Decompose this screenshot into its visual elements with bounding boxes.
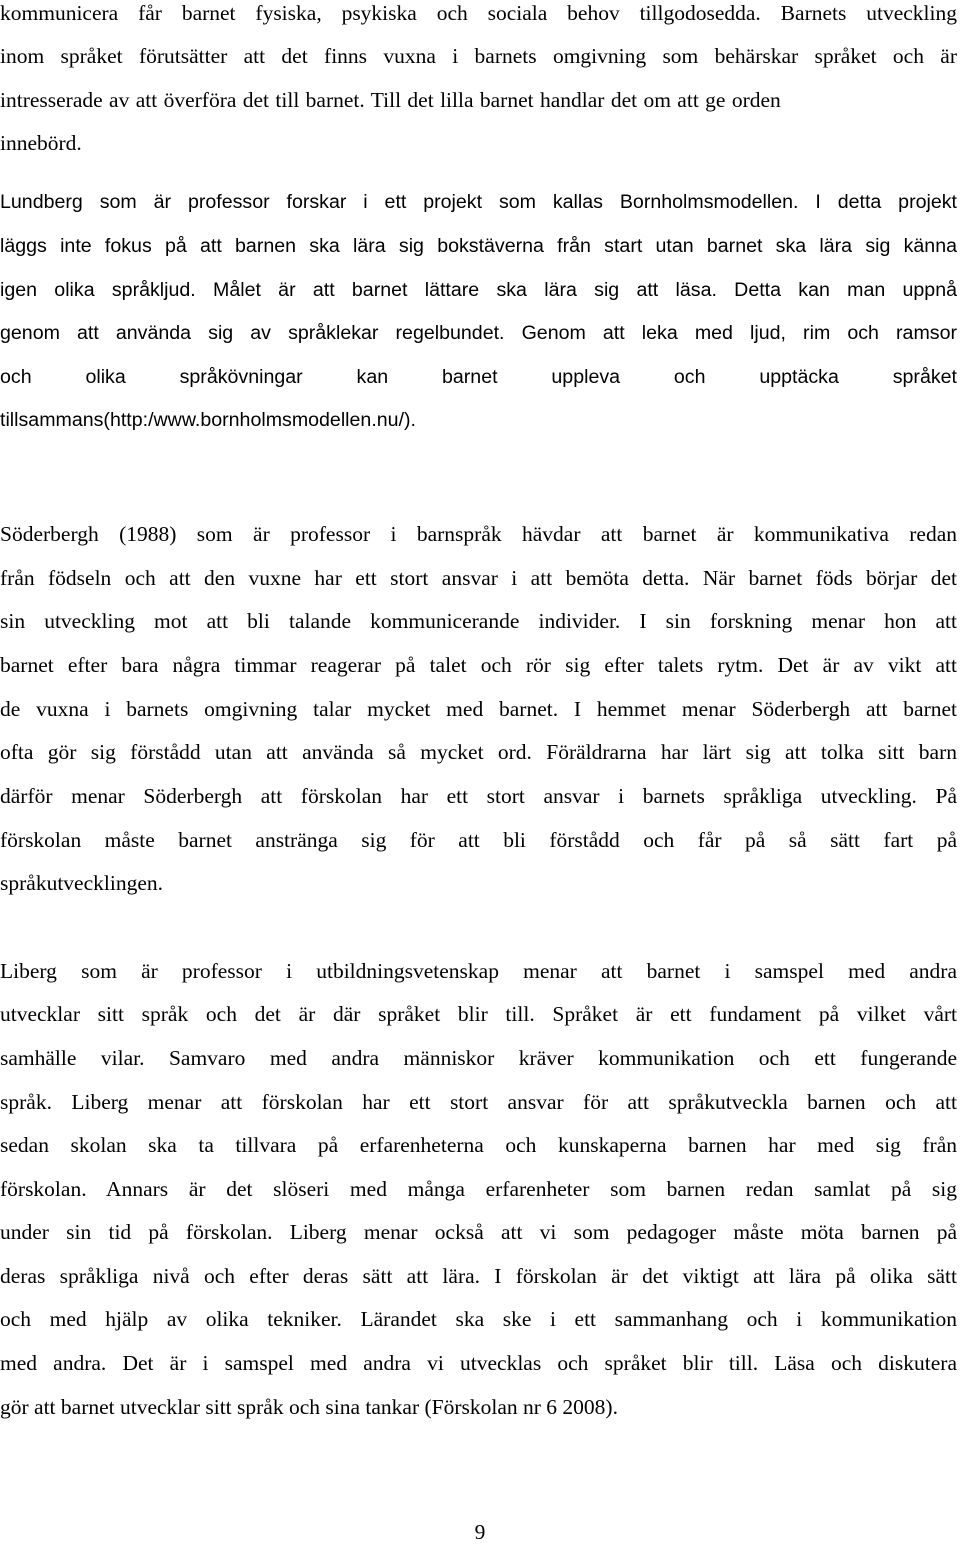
text-line: tillsammans(http:/www.bornholmsmodellen.nu/). — [0, 409, 416, 431]
text-line: från födseln och att den vuxne har ett stort ansvar i att bemöta detta. När barnet föds börjar det — [0, 566, 957, 590]
text-line: språkutvecklingen. — [0, 871, 163, 895]
text-line: inom språket förutsätter att det finns vuxna i barnets omgivning som behärskar språket och är — [0, 44, 957, 68]
text-line: innebörd. — [0, 131, 82, 155]
text-line: under sin tid på förskolan. Liberg menar också att vi som pedagoger måste möta barnen på — [0, 1220, 957, 1244]
text-line: förskolan. Annars är det slöseri med många erfarenheter som barnen redan samlat på sig — [0, 1177, 957, 1201]
text-line: deras språkliga nivå och efter deras sätt att lära. I förskolan är det viktigt att lära på olika sätt — [0, 1264, 957, 1288]
text-line: och olika språkövningar kan barnet uppleva och upptäcka språket — [0, 366, 957, 388]
text-line: igen olika språkljud. Målet är att barnet lättare ska lära sig att läsa. Detta kan man uppnå — [0, 279, 957, 301]
text-line: sedan skolan ska ta tillvara på erfarenheterna och kunskaperna barnen har med sig från — [0, 1133, 957, 1157]
text-line: och med hjälp av olika tekniker. Lärandet ska ske i ett sammanhang och i kommunikation — [0, 1307, 957, 1331]
text-line: språk. Liberg menar att förskolan har ett stort ansvar för att språkutveckla barnen och att — [0, 1090, 957, 1114]
text-line: Liberg som är professor i utbildningsvetenskap menar att barnet i samspel med andra — [0, 959, 957, 983]
text-line: de vuxna i barnets omgivning talar mycket med barnet. I hemmet menar Söderbergh att barnet — [0, 697, 957, 721]
text-line: läggs inte fokus på att barnen ska lära sig bokstäverna från start utan barnet ska lära sig känna — [0, 235, 957, 257]
text-line: barnet efter bara några timmar reagerar på talet och rör sig efter talets rytm. Det är av vikt att — [0, 653, 957, 677]
text-line: samhälle vilar. Samvaro med andra människor kräver kommunikation och ett fungerande — [0, 1046, 957, 1070]
text-line: utvecklar sitt språk och det är där språket blir till. Språket är ett fundament på vilket vårt — [0, 1002, 957, 1026]
text-line: förskolan måste barnet anstränga sig för att bli förstådd och får på så sätt fart på — [0, 828, 957, 852]
text-line: med andra. Det är i samspel med andra vi utvecklas och språket blir till. Läsa och diskutera — [0, 1351, 957, 1375]
text-line: kommunicera får barnet fysiska, psykiska och sociala behov tillgodosedda. Barnets utveckling — [0, 1, 957, 25]
text-line — [0, 80, 957, 120]
text-span: intresserade av att överföra det till barnet. Till det lilla barnet handlar det om att ge orden — [0, 88, 781, 112]
text-line: Söderbergh (1988) som är professor i barnspråk hävdar att barnet är kommunikativa redan — [0, 522, 957, 546]
text-line: gör att barnet utvecklar sitt språk och sina tankar (Förskolan nr 6 2008). — [0, 1395, 618, 1419]
page-number: 9 — [474, 1520, 486, 1544]
text-line: därför menar Söderbergh att förskolan har ett stort ansvar i barnets språkliga utveckling. På — [0, 784, 957, 808]
text-line: genom att använda sig av språklekar regelbundet. Genom att leka med ljud, rim och ramsor — [0, 322, 957, 344]
text-line: sin utveckling mot att bli talande kommunicerande individer. I sin forskning menar hon att — [0, 609, 957, 633]
text-line: ofta gör sig förstådd utan att använda så mycket ord. Föräldrarna har lärt sig att tolka sitt barn — [0, 740, 957, 764]
text-line: Lundberg som är professor forskar i ett projekt som kallas Bornholmsmodellen. I detta projekt — [0, 191, 957, 213]
